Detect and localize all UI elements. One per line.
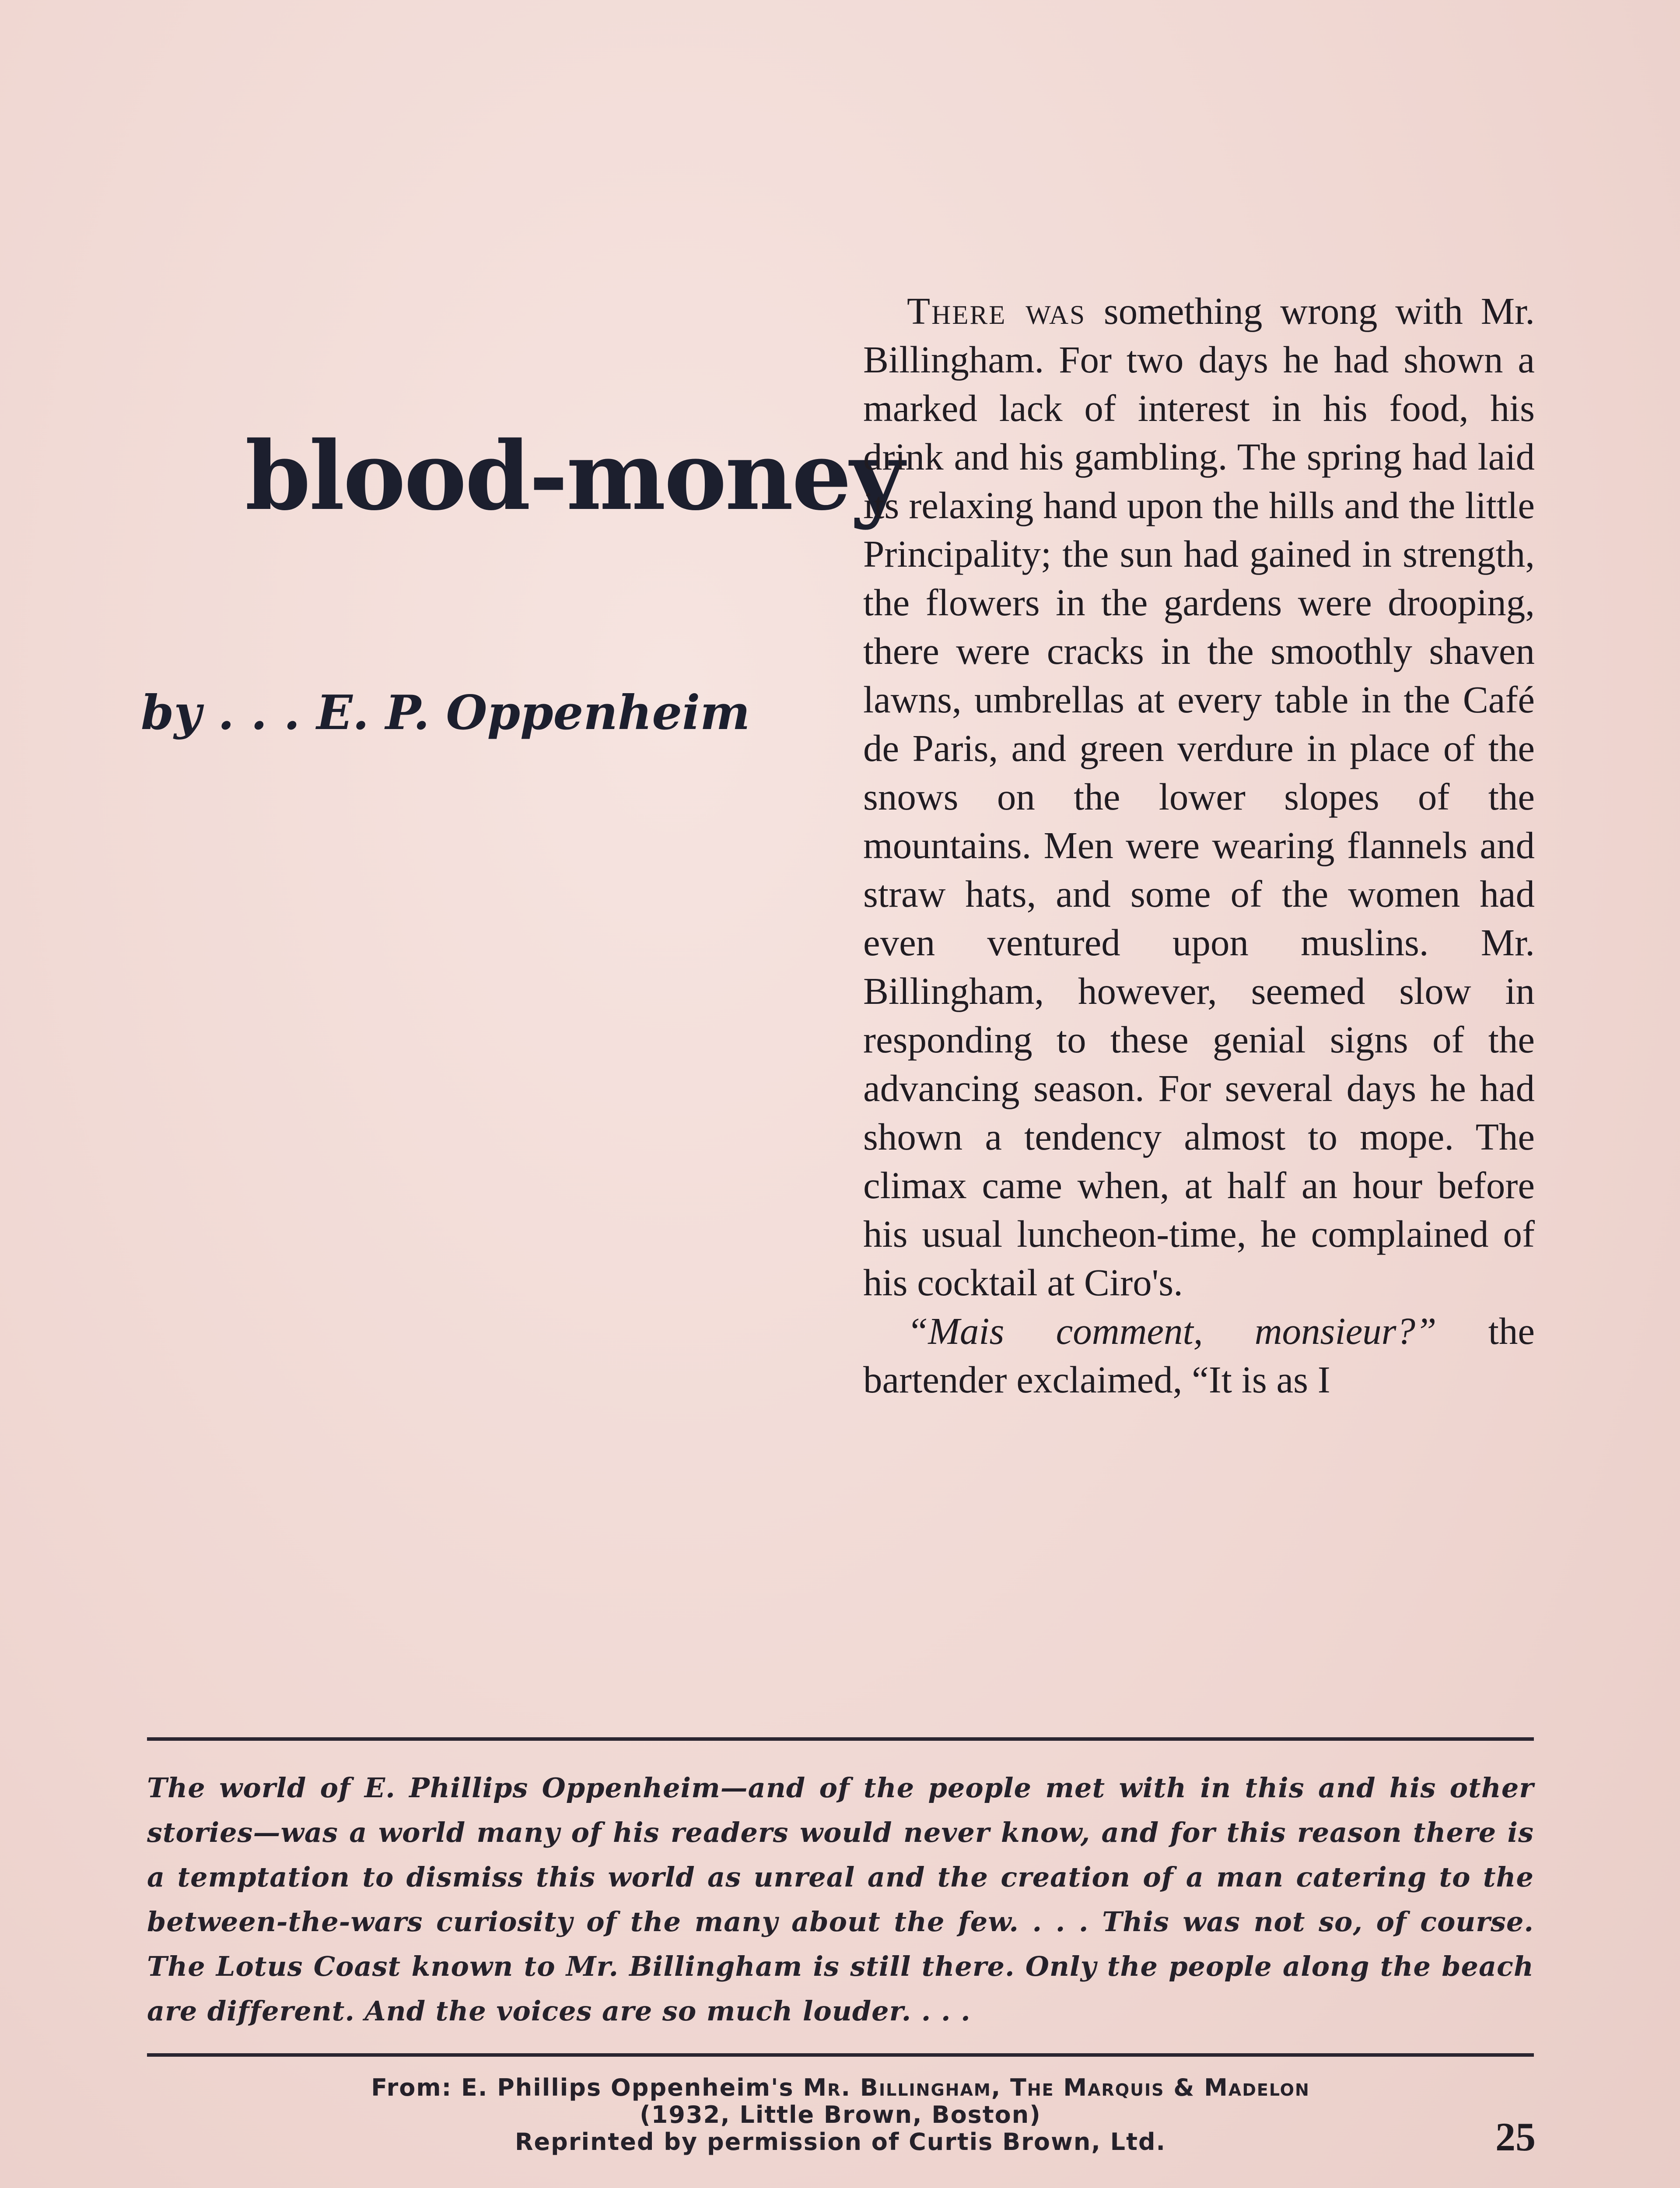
- divider-bottom: [147, 2053, 1534, 2057]
- body-paragraph-1-text: something wrong with Mr. Billingham. For two days he had shown a marked lack of interest in his food, his drink and his gambling. The spring had laid its relaxing hand upon the hills and the little Principality; the sun had gained in strength, the flowers in the gardens were drooping, there were cracks in the smoothly shaven lawns, umbrellas at every table in the Café de Paris, and green verdure in place of the snows on the lower slopes of the mountains. Men were wearing flannels and straw hats, and some of the women had even ventured upon muslins. Mr. Billingham, however, seemed slow in responding to these genial signs of the advancing season. For several days he had shown a tendency almost to mope. The climax came when, at half an hour before his usual luncheon-time, he complained of his cocktail at Ciro's.: [863, 290, 1535, 1304]
- credit-book-title: Mr. Billingham, The Marquis & Madelon: [803, 2074, 1310, 2101]
- french-quote: “Mais comment, monsieur?”: [907, 1310, 1437, 1352]
- body-paragraph-2-text: the bartender exclaimed, “It is as I: [863, 1310, 1535, 1401]
- story-body: [863, 287, 1535, 1404]
- editor-note: The world of E. Phillips Oppenheim—and of the people met with in this and his other stories—was a world many of his readers would never know, and for this reason there is a temptation to dismiss this world as unreal and the creation of a man catering to the between-the-wars curiosity of the many about the few. . . . This was not so, of course. The Lotus Coast known to Mr. Billingham is still there. Only the people along the beach are different. And the voices are so much louder. . . .: [147, 1772, 1534, 2027]
- divider-top: [147, 1737, 1534, 1741]
- source-credit: [147, 2074, 1534, 2156]
- body-paragraph-2: [863, 1307, 1535, 1404]
- body-paragraph-1: [863, 287, 1535, 1307]
- page-number: 25: [1495, 2114, 1536, 2159]
- credit-from: From: E. Phillips Oppenheim's: [371, 2074, 794, 2101]
- story-title: blood-money: [245, 421, 903, 531]
- credit-line-3: Reprinted by permission of Curtis Brown, Ltd.: [514, 2128, 1166, 2156]
- credit-line-2: (1932, Little Brown, Boston): [640, 2101, 1041, 2128]
- story-byline: by . . . E. P. Oppenheim: [141, 685, 750, 740]
- drop-lead: There was: [907, 290, 1086, 332]
- credit-line-1: [147, 2074, 1534, 2101]
